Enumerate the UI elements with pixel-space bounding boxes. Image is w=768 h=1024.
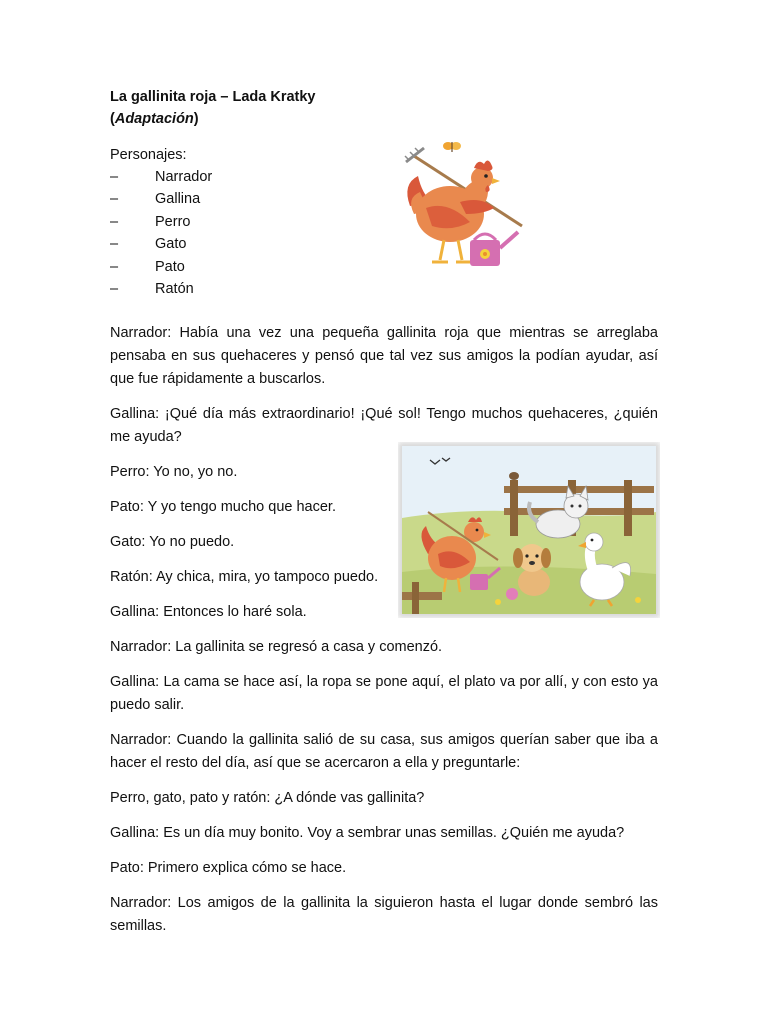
doc-title: La gallinita roja – Lada Kratky [110,89,316,105]
paragraph-narrador-3: Narrador: Cuando la gallinita salió de su casa, sus amigos querían saber que iba a hacer el resto del día, así que se acercaron a ella y preguntarle: [110,732,658,772]
list-item: – Gato [110,236,187,253]
paragraph-narrador-1: Narrador: Había una vez una pequeña gallinita roja que mientras se arreglaba pensaba en sus quehaceres y pensó que tal vez sus amigos la podían ayudar, así que fue rápidamente a buscarlos. [110,325,658,388]
list-item: – Perro [110,213,191,230]
paragraph-gato: Gato: Yo no puedo. [110,534,235,551]
paragraph-todos: Perro, gato, pato y ratón: ¿A dónde vas gallinita? [110,790,425,807]
doc-subtitle: (Adaptación) [110,111,199,127]
paragraph-gallina-4: Gallina: Es un día muy bonito. Voy a sembrar unas semillas. ¿Quién me ayuda? [110,825,625,842]
list-item: – Pato [110,258,185,275]
characters-list [110,166,658,300]
butterfly-icon [443,142,461,152]
farm-animals-illustration [398,442,660,618]
watering-can-icon [470,232,518,266]
paragraph-pato-2: Pato: Primero explica cómo se hace. [110,860,347,877]
paragraph-perro: Perro: Yo no, yo no. [110,464,238,481]
paragraph-narrador-4: Narrador: Los amigos de la gallinita la siguieron hasta el lugar donde sembró las semillas. [110,895,658,935]
hen-with-rake-illustration [400,136,530,272]
characters-heading: Personajes: [110,147,187,163]
list-item: – Narrador [110,169,213,185]
list-item: – Ratón [110,281,194,298]
paragraph-gallina-1: Gallina: ¡Qué día más extraordinario! ¡Qué sol! Tengo muchos quehaceres, ¿quién me ayuda? [110,406,658,446]
paragraph-pato: Pato: Y yo tengo mucho que hacer. [110,499,336,516]
paragraph-narrador-2: Narrador: La gallinita se regresó a casa y comenzó. [110,639,443,656]
paragraph-gallina-3: Gallina: La cama se hace así, la ropa se pone aquí, el plato va por allí, y con esto ya puedo salir. [110,674,658,714]
paragraph-raton: Ratón: Ay chica, mira, yo tampoco puedo. [110,569,379,586]
paragraph-gallina-2: Gallina: Entonces lo haré sola. [110,604,307,621]
list-item: – Gallina [110,191,201,208]
